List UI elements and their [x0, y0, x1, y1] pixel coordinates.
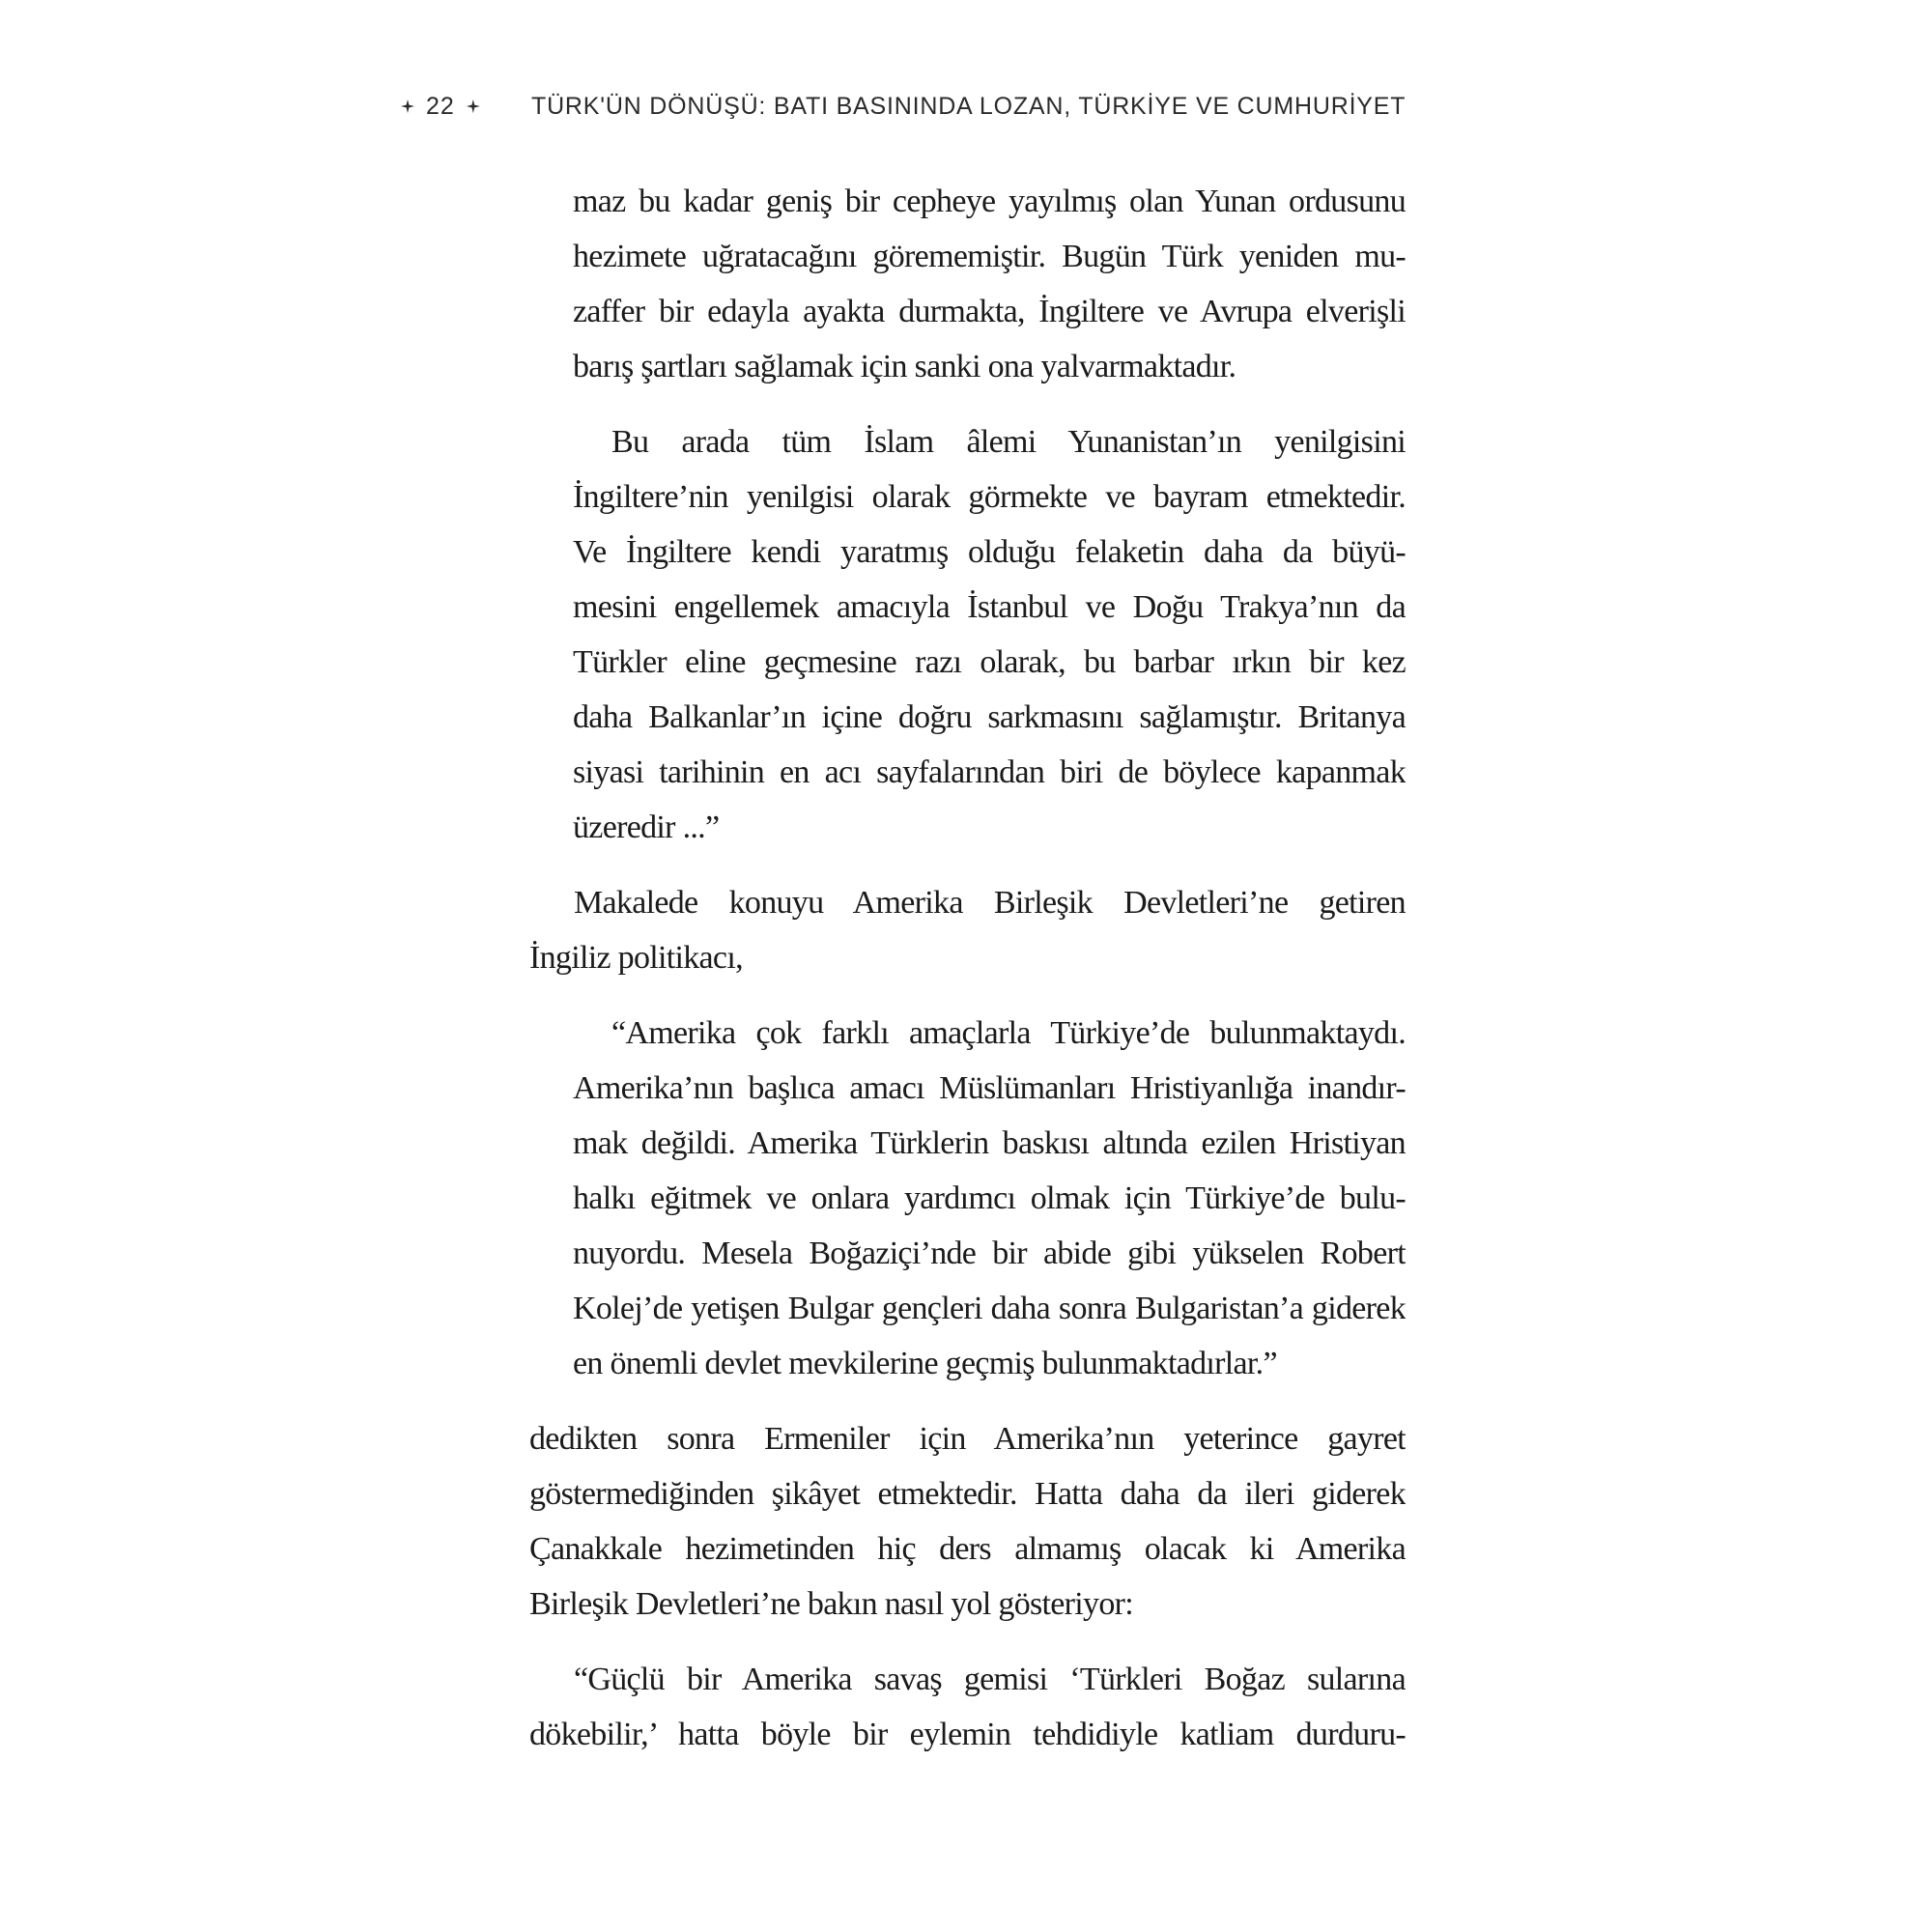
text-line: üzeredir ...”: [573, 810, 720, 845]
text-line: Bu arada tüm İslam âlemi Yunanistan’ın yenilgisini: [611, 424, 1406, 460]
text-line: zaffer bir edayla ayakta durmakta, İngiltere ve Avrupa elverişli: [573, 294, 1406, 329]
text-line: Birleşik Devletleri’ne bakın nasıl yol gösteriyor:: [529, 1586, 1134, 1622]
body-text: [529, 174, 1406, 1762]
text-line: Amerika’nın başlıca amacı Müslümanları Hristiyanlığa inandır-: [573, 1070, 1406, 1106]
text-line: daha Balkanlar’ın içine doğru sarkmasını sağlamıştır. Britanya: [573, 699, 1406, 735]
body-paragraph: [529, 875, 1406, 985]
text-line: göstermediğinden şikâyet etmektedir. Hatta daha da ileri giderek: [529, 1476, 1406, 1512]
text-line: Türkler eline geçmesine razı olarak, bu barbar ırkın bir kez: [573, 644, 1406, 680]
four-pointed-star-icon: [401, 99, 414, 113]
text-line: siyasi tarihinin en acı sayfalarından biri de böylece kapanmak: [573, 754, 1406, 790]
text-line: İngiliz politikacı,: [529, 940, 743, 976]
four-pointed-star-icon: [467, 99, 480, 113]
text-line: mak değildi. Amerika Türklerin baskısı altında ezilen Hristiyan: [573, 1125, 1406, 1161]
text-line: “Güçlü bir Amerika savaş gemisi ‘Türkleri Boğaz sularına: [574, 1662, 1406, 1697]
text-line: maz bu kadar geniş bir cepheye yayılmış olan Yunan ordusunu: [573, 184, 1406, 219]
text-line: İngiltere’nin yenilgisi olarak görmekte ve bayram etmektedir.: [573, 479, 1406, 515]
blockquote-paragraph: [573, 414, 1406, 855]
text-line: halkı eğitmek ve onlara yardımcı olmak için Türkiye’de bulu-: [573, 1180, 1406, 1216]
text-line: “Amerika çok farklı amaçlarla Türkiye’de bulunmaktaydı.: [611, 1015, 1406, 1051]
page-number-group: [401, 94, 480, 119]
running-header: [401, 93, 480, 120]
body-paragraph: [529, 1652, 1406, 1762]
text-line: Kolej’de yetişen Bulgar gençleri daha sonra Bulgaristan’a giderek: [573, 1291, 1406, 1326]
blockquote-paragraph: [573, 174, 1406, 394]
running-header-title: TÜRK'ÜN DÖNÜŞÜ: BATI BASININDA LOZAN, TÜRKİYE VE CUMHURİYET: [531, 93, 1406, 120]
text-line: en önemli devlet mevkilerine geçmiş bulunmaktadırlar.”: [573, 1346, 1277, 1381]
body-paragraph: [529, 1411, 1406, 1632]
text-line: mesini engellemek amacıyla İstanbul ve Doğu Trakya’nın da: [573, 589, 1406, 625]
text-line: Makalede konuyu Amerika Birleşik Devletleri’ne getiren: [574, 885, 1406, 921]
text-line: dökebilir,’ hatta böyle bir eylemin tehdidiyle katliam durduru-: [529, 1717, 1406, 1752]
text-line: Çanakkale hezimetinden hiç ders almamış olacak ki Amerika: [529, 1531, 1406, 1567]
text-line: Ve İngiltere kendi yaratmış olduğu felaketin daha da büyü-: [573, 534, 1406, 570]
text-line: hezimete uğratacağını görememiştir. Bugün Türk yeniden mu-: [573, 239, 1406, 274]
text-line: barış şartları sağlamak için sanki ona yalvarmaktadır.: [573, 349, 1236, 384]
blockquote-paragraph: [573, 1006, 1406, 1391]
page-number: 22: [426, 93, 455, 120]
text-line: dedikten sonra Ermeniler için Amerika’nın yeterince gayret: [529, 1421, 1406, 1457]
text-line: nuyordu. Mesela Boğaziçi’nde bir abide gibi yükselen Robert: [573, 1236, 1406, 1271]
